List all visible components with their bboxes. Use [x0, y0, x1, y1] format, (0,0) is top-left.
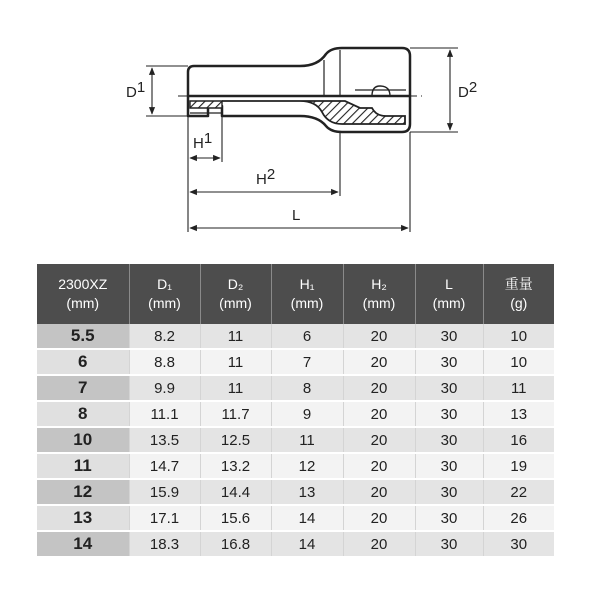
header-d2: D₂ (mm)	[200, 264, 271, 324]
h1-cell: 11	[271, 427, 343, 453]
l-cell: 30	[415, 427, 483, 453]
spec-table	[37, 264, 554, 558]
d1-cell: 13.5	[129, 427, 200, 453]
weight-cell: 22	[483, 479, 554, 505]
weight-cell: 26	[483, 505, 554, 531]
d1-cell: 8.8	[129, 349, 200, 375]
weight-cell: 16	[483, 427, 554, 453]
size-cell: 14	[37, 531, 129, 557]
d1-cell: 18.3	[129, 531, 200, 557]
size-cell: 5.5	[37, 324, 129, 349]
table-row	[37, 427, 554, 453]
header-weight: 重量 (g)	[483, 264, 554, 324]
d2-cell: 12.5	[200, 427, 271, 453]
size-cell: 8	[37, 401, 129, 427]
h1-cell: 8	[271, 375, 343, 401]
h2-cell: 20	[343, 427, 415, 453]
table-row	[37, 453, 554, 479]
socket-outline	[188, 48, 410, 96]
d1-cell: 17.1	[129, 505, 200, 531]
h1-cell: 9	[271, 401, 343, 427]
dim-label-h2: H2	[256, 166, 276, 188]
d2-cell: 13.2	[200, 453, 271, 479]
h2-cell: 20	[343, 324, 415, 349]
h1-cell: 13	[271, 479, 343, 505]
d1-cell: 11.1	[129, 401, 200, 427]
d1-cell: 8.2	[129, 324, 200, 349]
l-cell: 30	[415, 453, 483, 479]
size-cell: 6	[37, 349, 129, 375]
l-cell: 30	[415, 349, 483, 375]
dim-label-d1: D1	[126, 79, 146, 101]
header-l: L (mm)	[415, 264, 483, 324]
d1-cell: 15.9	[129, 479, 200, 505]
size-cell: 12	[37, 479, 129, 505]
l-cell: 30	[415, 375, 483, 401]
table-row	[37, 479, 554, 505]
dim-label-d2: D2	[458, 79, 478, 101]
l-cell: 30	[415, 505, 483, 531]
size-cell: 7	[37, 375, 129, 401]
d2-cell: 11	[200, 324, 271, 349]
socket-section	[188, 96, 410, 132]
weight-cell: 11	[483, 375, 554, 401]
table-row	[37, 349, 554, 375]
h2-cell: 20	[343, 375, 415, 401]
d2-cell: 15.6	[200, 505, 271, 531]
table-row	[37, 505, 554, 531]
header-h1: H₁ (mm)	[271, 264, 343, 324]
h2-cell: 20	[343, 505, 415, 531]
table-row	[37, 531, 554, 557]
h2-cell: 20	[343, 531, 415, 557]
l-cell: 30	[415, 324, 483, 349]
d1-cell: 9.9	[129, 375, 200, 401]
d1-cell: 14.7	[129, 453, 200, 479]
table-header-row	[37, 264, 554, 324]
dim-label-h1: H1	[193, 130, 213, 152]
table-row	[37, 324, 554, 349]
h2-cell: 20	[343, 479, 415, 505]
size-cell: 11	[37, 453, 129, 479]
weight-cell: 30	[483, 531, 554, 557]
weight-cell: 10	[483, 324, 554, 349]
socket-dimension-diagram	[0, 0, 600, 250]
h2-cell: 20	[343, 349, 415, 375]
d2-cell: 11.7	[200, 401, 271, 427]
d2-cell: 11	[200, 349, 271, 375]
weight-cell: 19	[483, 453, 554, 479]
table-body	[37, 324, 554, 557]
l-cell: 30	[415, 401, 483, 427]
h2-cell: 20	[343, 401, 415, 427]
weight-cell: 10	[483, 349, 554, 375]
l-cell: 30	[415, 479, 483, 505]
header-d1: D₁ (mm)	[129, 264, 200, 324]
h1-cell: 12	[271, 453, 343, 479]
h1-cell: 7	[271, 349, 343, 375]
size-cell: 10	[37, 427, 129, 453]
size-cell: 13	[37, 505, 129, 531]
l-cell: 30	[415, 531, 483, 557]
d2-cell: 16.8	[200, 531, 271, 557]
table-row	[37, 401, 554, 427]
d2-cell: 11	[200, 375, 271, 401]
dim-label-l: L	[292, 207, 301, 224]
weight-cell: 13	[483, 401, 554, 427]
header-model: 2300XZ (mm)	[37, 264, 129, 324]
h2-cell: 20	[343, 453, 415, 479]
h1-cell: 14	[271, 505, 343, 531]
h1-cell: 6	[271, 324, 343, 349]
h1-cell: 14	[271, 531, 343, 557]
d2-cell: 14.4	[200, 479, 271, 505]
header-h2: H₂ (mm)	[343, 264, 415, 324]
table-row	[37, 375, 554, 401]
